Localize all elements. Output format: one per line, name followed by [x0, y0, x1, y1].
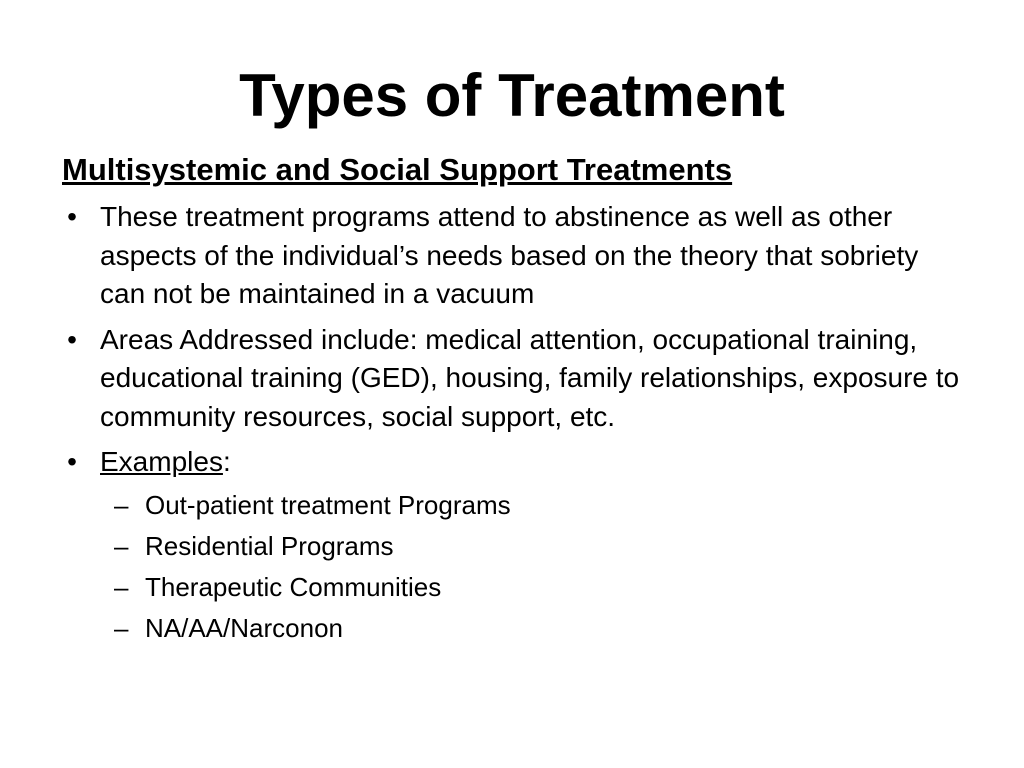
- bullet-icon: •: [67, 323, 77, 355]
- bullet-icon: •: [67, 446, 77, 477]
- dash-icon: –: [114, 489, 129, 520]
- examples-heading: [100, 443, 962, 482]
- examples-list: [100, 485, 962, 649]
- slide-subtitle: Multisystemic and Social Support Treatments: [62, 152, 733, 187]
- bullet-item: [62, 198, 962, 314]
- example-item: [100, 608, 962, 649]
- bullet-item-examples: [62, 443, 962, 649]
- bullet-text: These treatment programs attend to abstinence as well as other aspects of the individual’s needs based on the theory that sobriety can not be maintained in a vacuum: [100, 201, 919, 309]
- dash-icon: –: [114, 571, 129, 602]
- bullet-text: Areas Addressed include: medical attention, occupational training, educational training (GED), housing, family relationships, exposure to community resources, social support, etc.: [100, 323, 960, 432]
- bullet-item: [62, 321, 962, 437]
- example-text: Residential Programs: [145, 530, 394, 561]
- example-text: Out-patient treatment Programs: [145, 489, 511, 520]
- example-text: NA/AA/Narconon: [145, 612, 343, 643]
- dash-icon: –: [114, 612, 129, 643]
- slide-title: Types of Treatment: [239, 62, 785, 129]
- bullet-icon: •: [67, 201, 77, 232]
- examples-colon: :: [222, 446, 231, 477]
- example-item: [100, 567, 962, 608]
- bullet-list: [62, 198, 962, 656]
- example-item: [100, 526, 962, 567]
- examples-label: Examples: [100, 446, 223, 477]
- dash-icon: –: [114, 530, 129, 561]
- example-text: Therapeutic Communities: [145, 571, 442, 602]
- example-item: [100, 485, 962, 526]
